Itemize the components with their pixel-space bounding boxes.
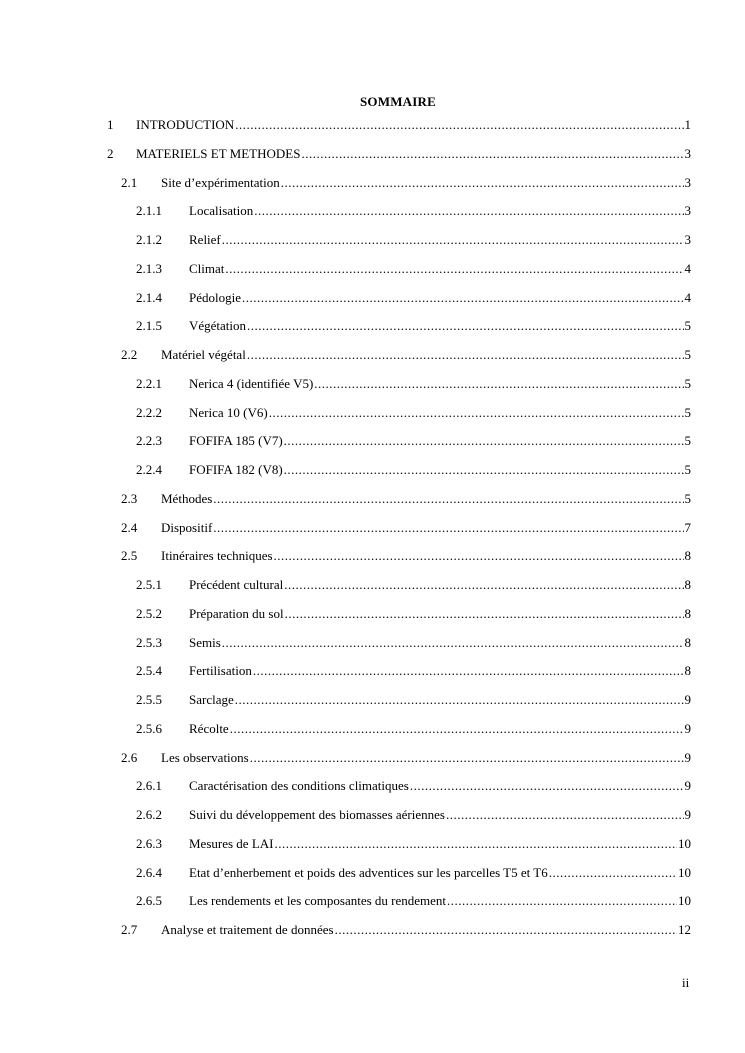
toc-entry-number: 2.6 [121, 749, 138, 765]
dot-leader [222, 635, 684, 651]
toc-entry-line [189, 836, 691, 852]
dot-leader [254, 203, 683, 219]
toc-entry-label: Sarclage [189, 692, 234, 707]
dot-leader [549, 865, 677, 881]
toc-entry[interactable] [0, 865, 745, 883]
dot-leader [274, 548, 684, 564]
toc-entry-number: 2.2.4 [136, 462, 162, 477]
dot-leader [250, 750, 684, 766]
toc-entry-line [189, 865, 691, 881]
toc-entry-label: FOFIFA 182 (V8) [189, 462, 283, 477]
toc-entry-line [189, 577, 691, 593]
toc-entry-line [189, 462, 691, 478]
toc-entry-number: 2.6.2 [136, 807, 162, 822]
dot-leader [301, 146, 683, 162]
toc-entry-number: 2.1.4 [136, 289, 162, 305]
dot-leader [269, 405, 684, 421]
toc-entry-label: Relief [189, 232, 221, 247]
toc-entry-line [189, 232, 691, 248]
toc-entry[interactable] [0, 836, 745, 854]
toc-entry-line [136, 146, 691, 162]
toc-entry-page: 5 [684, 433, 691, 449]
toc-entry-page: 9 [684, 720, 691, 736]
toc-entry-page: 5 [684, 462, 691, 477]
toc-entry-number: 2.2.1 [136, 375, 162, 391]
dot-leader [235, 692, 684, 708]
toc-entry-line [161, 548, 691, 564]
toc-entry-page: 4 [684, 289, 691, 305]
dot-leader [281, 175, 684, 191]
toc-entry-line [189, 807, 691, 823]
toc-entry-line [189, 778, 691, 794]
toc-entry-number: 2.2.3 [136, 433, 162, 449]
toc-entry-label: Dispositif [161, 519, 213, 535]
toc-entry-page: 3 [684, 145, 691, 161]
toc-entry[interactable] [0, 376, 745, 394]
dot-leader [446, 807, 684, 823]
toc-entry-number: 2.5.2 [136, 605, 162, 621]
toc-entry-number: 2.1.1 [136, 203, 162, 219]
toc-entry[interactable] [0, 520, 745, 538]
toc-entry-page: 8 [684, 663, 691, 679]
toc-entry-line [189, 721, 691, 737]
toc-entry-number: 2.5.5 [136, 692, 162, 707]
toc-entry-label: Méthodes [161, 490, 213, 506]
toc-entry[interactable] [0, 175, 745, 193]
toc-entry-label: Mesures de LAI [189, 835, 274, 851]
toc-entry[interactable] [0, 290, 745, 308]
toc-entry-label: Semis [189, 634, 221, 650]
page-title: SOMMAIRE [360, 94, 436, 109]
dot-leader [230, 721, 684, 737]
toc-entry[interactable] [0, 433, 745, 451]
toc-entry-label: Etat d’enherbement et poids des adventices sur les parcelles T5 et T6 [189, 864, 548, 880]
toc-entry-line [161, 347, 691, 363]
toc-entry[interactable] [0, 117, 745, 135]
toc-entry[interactable] [0, 405, 745, 423]
toc-entry-label: MATERIELS ET METHODES [136, 145, 301, 161]
toc-entry-label: Climat [189, 260, 225, 276]
toc-entry-label: Site d’expérimentation [161, 174, 280, 190]
dot-leader [447, 893, 677, 909]
toc-entry[interactable] [0, 692, 745, 710]
toc-entry[interactable] [0, 922, 745, 940]
toc-entry[interactable] [0, 261, 745, 279]
toc-entry-number: 2.6.1 [136, 778, 162, 794]
toc-entry-line [189, 606, 691, 622]
toc-entry-line [189, 635, 691, 651]
dot-leader [247, 347, 684, 363]
toc-entry-number: 2.5.4 [136, 663, 162, 679]
toc-entry-line [189, 692, 691, 708]
toc-entry-label: Caractérisation des conditions climatiques [189, 778, 409, 794]
dot-leader [225, 261, 683, 277]
toc-entry-line [189, 290, 691, 306]
toc-entry-page: 5 [684, 404, 691, 420]
toc-entry[interactable] [0, 635, 745, 653]
toc-entry[interactable] [0, 347, 745, 365]
toc-entry-number: 2.6.5 [136, 893, 162, 909]
toc-entry-label: Fertilisation [189, 663, 252, 679]
toc-entry-label: Localisation [189, 203, 254, 219]
toc-entry-page: 8 [684, 634, 691, 650]
toc-entry[interactable] [0, 232, 745, 250]
toc-entry-page: 5 [684, 318, 691, 334]
toc-entry-page: 9 [684, 778, 691, 794]
toc-entry-line [161, 922, 691, 938]
toc-entry[interactable] [0, 893, 745, 911]
toc-entry[interactable] [0, 721, 745, 739]
dot-leader [222, 232, 684, 248]
toc-entry-line [161, 491, 691, 507]
toc-entry-page: 10 [678, 893, 691, 909]
toc-entry[interactable] [0, 606, 745, 624]
toc-entry-number: 2.5.6 [136, 720, 162, 736]
toc-entry-number: 2.2 [121, 347, 138, 362]
dot-leader [274, 836, 677, 852]
toc-entry-line [189, 433, 691, 449]
toc-entry-label: Les rendements et les composantes du rendement [189, 893, 447, 909]
toc-entry-page: 5 [684, 347, 691, 362]
toc-entry[interactable] [0, 750, 745, 768]
toc-entry-page: 10 [678, 835, 691, 851]
toc-entry-page: 5 [684, 490, 691, 506]
toc-entry-label: Végétation [189, 318, 247, 334]
toc-entry-label: FOFIFA 185 (V7) [189, 433, 283, 449]
toc-entry-line [189, 893, 691, 909]
page-number: ii [682, 975, 690, 990]
toc-entry-page: 10 [678, 864, 691, 880]
toc-entry-page: 8 [684, 548, 691, 564]
toc-entry-label: Itinéraires techniques [161, 548, 273, 564]
toc-entry-line [189, 405, 691, 421]
toc-entry-line [189, 663, 691, 679]
toc-entry-page: 9 [684, 749, 691, 765]
toc-entry-line [189, 203, 691, 219]
toc-entry-line [189, 318, 691, 334]
toc-entry-number: 2.6.3 [136, 835, 162, 851]
dot-leader [235, 117, 683, 133]
dot-leader [285, 606, 684, 622]
toc-entry-label: Analyse et traitement de données [161, 922, 334, 937]
dot-leader [213, 491, 683, 507]
toc-entry-page: 12 [678, 922, 691, 937]
toc-entry[interactable] [0, 203, 745, 221]
toc-entry-page: 8 [684, 605, 691, 621]
toc-entry-label: Nerica 10 (V6) [189, 404, 268, 420]
toc-entry-page: 3 [684, 174, 691, 190]
dot-leader [284, 462, 684, 478]
toc-entry[interactable] [0, 462, 745, 480]
toc-entry-page: 8 [684, 577, 691, 592]
dot-leader [242, 290, 684, 306]
dot-leader [213, 520, 683, 536]
toc-entry-page: 9 [684, 807, 691, 822]
toc-entry-page: 1 [684, 117, 691, 132]
toc-entry[interactable] [0, 491, 745, 509]
dot-leader [314, 376, 683, 392]
toc-entry[interactable] [0, 146, 745, 164]
toc-entry-number: 2.1.5 [136, 318, 162, 334]
toc-entry[interactable] [0, 577, 745, 595]
toc-entry[interactable] [0, 548, 745, 566]
toc-entry-number: 2.7 [121, 922, 138, 937]
toc-entry-number: 2.6.4 [136, 864, 162, 880]
toc-entry-number: 2.4 [121, 519, 138, 535]
toc-entry[interactable] [0, 778, 745, 796]
toc-entry-label: Récolte [189, 720, 229, 736]
toc-entry-line [189, 376, 691, 392]
toc-entry-page: 4 [684, 260, 691, 276]
toc-entry-line [161, 520, 691, 536]
toc-entry-number: 2.5.1 [136, 577, 162, 592]
toc-entry[interactable] [0, 663, 745, 681]
toc-entry-number: 2.1 [121, 174, 138, 190]
dot-leader [253, 663, 684, 679]
toc-entry-line [189, 261, 691, 277]
toc-entry-number: 2.5 [121, 548, 138, 564]
toc-entry-page: 9 [684, 692, 691, 707]
toc-entry-number: 2.5.3 [136, 634, 162, 650]
toc-entry-number: 1 [107, 117, 114, 132]
toc-entry-label: Matériel végétal [161, 347, 246, 362]
toc-entry-number: 2.1.3 [136, 260, 162, 276]
toc-entry-label: Nerica 4 (identifiée V5) [189, 375, 314, 391]
dot-leader [335, 922, 677, 938]
toc-entry-line [161, 750, 691, 766]
toc-entry-number: 2 [107, 145, 114, 161]
toc-entry-label: Suivi du développement des biomasses aériennes [189, 807, 445, 822]
toc-entry[interactable] [0, 807, 745, 825]
toc-entry-page: 7 [684, 519, 691, 535]
dot-leader [284, 577, 683, 593]
toc-entry[interactable] [0, 318, 745, 336]
toc-entry-page: 3 [684, 203, 691, 219]
dot-leader [410, 778, 684, 794]
toc-entry-number: 2.1.2 [136, 232, 162, 247]
toc-entry-number: 2.3 [121, 490, 138, 506]
toc-entry-label: Les observations [161, 749, 249, 765]
toc-entry-label: Préparation du sol [189, 605, 284, 621]
toc-entry-line [161, 175, 691, 191]
toc-entry-page: 3 [684, 232, 691, 247]
dot-leader [284, 433, 684, 449]
dot-leader [247, 318, 683, 334]
toc-entry-label: INTRODUCTION [136, 117, 235, 132]
toc-entry-number: 2.2.2 [136, 404, 162, 420]
toc-entry-line [136, 117, 691, 133]
toc-entry-label: Pédologie [189, 289, 241, 305]
toc-entry-label: Précédent cultural [189, 577, 284, 592]
toc-entry-page: 5 [684, 375, 691, 391]
